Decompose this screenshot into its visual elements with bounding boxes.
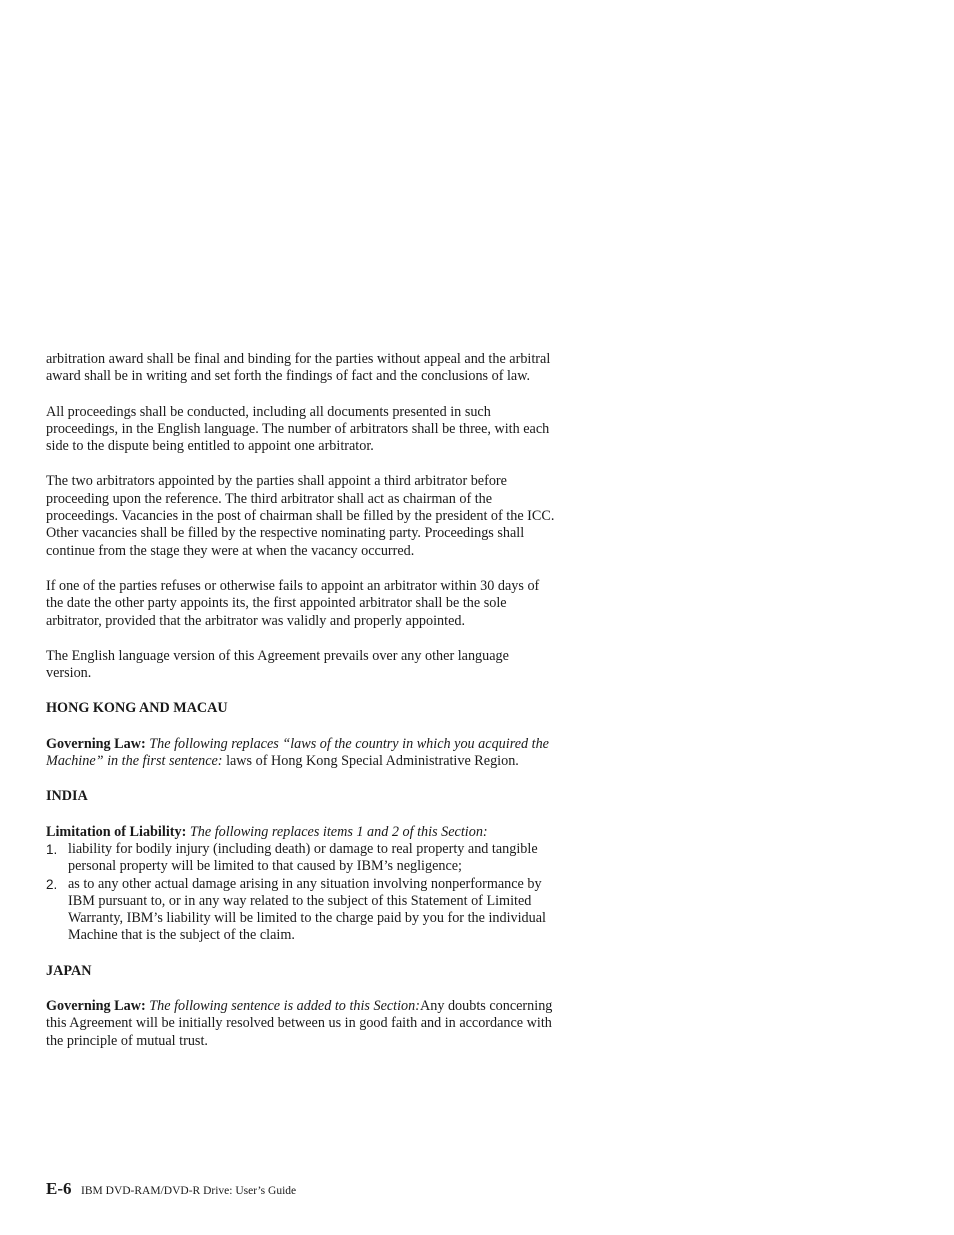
paragraph-japan-governing-law (46, 998, 556, 1050)
page-number: E-6 (46, 1179, 72, 1198)
heading-hong-kong-macau: HONG KONG AND MACAU (46, 700, 228, 717)
paragraph-english-version: The English language version of this Agreement prevails over any other language version. (46, 647, 509, 682)
list-item-text: as to any other actual damage arising in any situation involving nonperformance by IBM pursuant to, or in any way related to the subject of this Statement of Limited Warranty, IBM’s liability will be limited to the charge paid by you for the individual Machine that is the subject of the claim. (68, 875, 546, 944)
paragraph-arbitration-award: arbitration award shall be final and binding for the parties without appeal and the arbitral award shall be in writing and set forth the findings of fact and the conclusions of law. (46, 351, 551, 385)
lead-label: Governing Law: (46, 735, 146, 752)
footer-title: IBM DVD-RAM/DVD-R Drive: User’s Guide (81, 1185, 297, 1197)
lead-label: Limitation of Liability: (46, 823, 187, 840)
paragraph-hong-kong-governing-law (46, 736, 556, 771)
heading-india: INDIA (46, 788, 88, 805)
list-item (46, 876, 556, 945)
list-item (46, 841, 556, 876)
heading-japan: JAPAN (46, 962, 92, 979)
italic-instruction: The following sentence is added to this Section: (149, 998, 420, 1015)
paragraph-proceedings-language: All proceedings shall be conducted, including all documents presented in such proceedings, in the English language. The number of arbitrators shall be three, with each side to the dispute being entitled to appoint one arbitrator. (46, 403, 550, 455)
document-body (46, 351, 556, 1068)
lead-label: Governing Law: (46, 998, 146, 1015)
list-item-number: 2. (46, 876, 58, 892)
list-item-number: 1. (46, 841, 58, 857)
paragraph-third-arbitrator: The two arbitrators appointed by the parties shall appoint a third arbitrator before proceeding upon the reference. The third arbitrator shall act as chairman of the proceedings. Vacancies in the post of chairman shall be filled by the president of the ICC. Other vacancies shall be filled by the respective nominating party. Proceedings shall continue from the stage they were at when the vacancy occurred. (46, 473, 555, 559)
paragraph-sole-arbitrator: If one of the parties refuses or otherwise fails to appoint an arbitrator within 30 days of the date the other party appoints its, the first appointed arbitrator shall be the sole arbitrator, provided that the arbitrator was validly and properly appointed. (46, 577, 540, 629)
italic-instruction: The following replaces “laws of the country in which you acquired the Machine” in the first sentence: (46, 735, 549, 770)
india-liability-list (46, 841, 556, 945)
clause-text: Any doubts concerning this Agreement will be initially resolved between us in good faith and in accordance with the principle of mutual trust. (46, 998, 553, 1049)
clause-text: laws of Hong Kong Special Administrative Region. (222, 753, 519, 770)
page-footer (46, 1180, 296, 1200)
list-item-text: liability for bodily injury (including death) or damage to real property and tangible personal property will be limited to that caused by IBM’s negligence; (68, 840, 538, 875)
italic-instruction: The following replaces items 1 and 2 of this Section: (189, 823, 488, 840)
paragraph-india-limitation (46, 824, 556, 841)
